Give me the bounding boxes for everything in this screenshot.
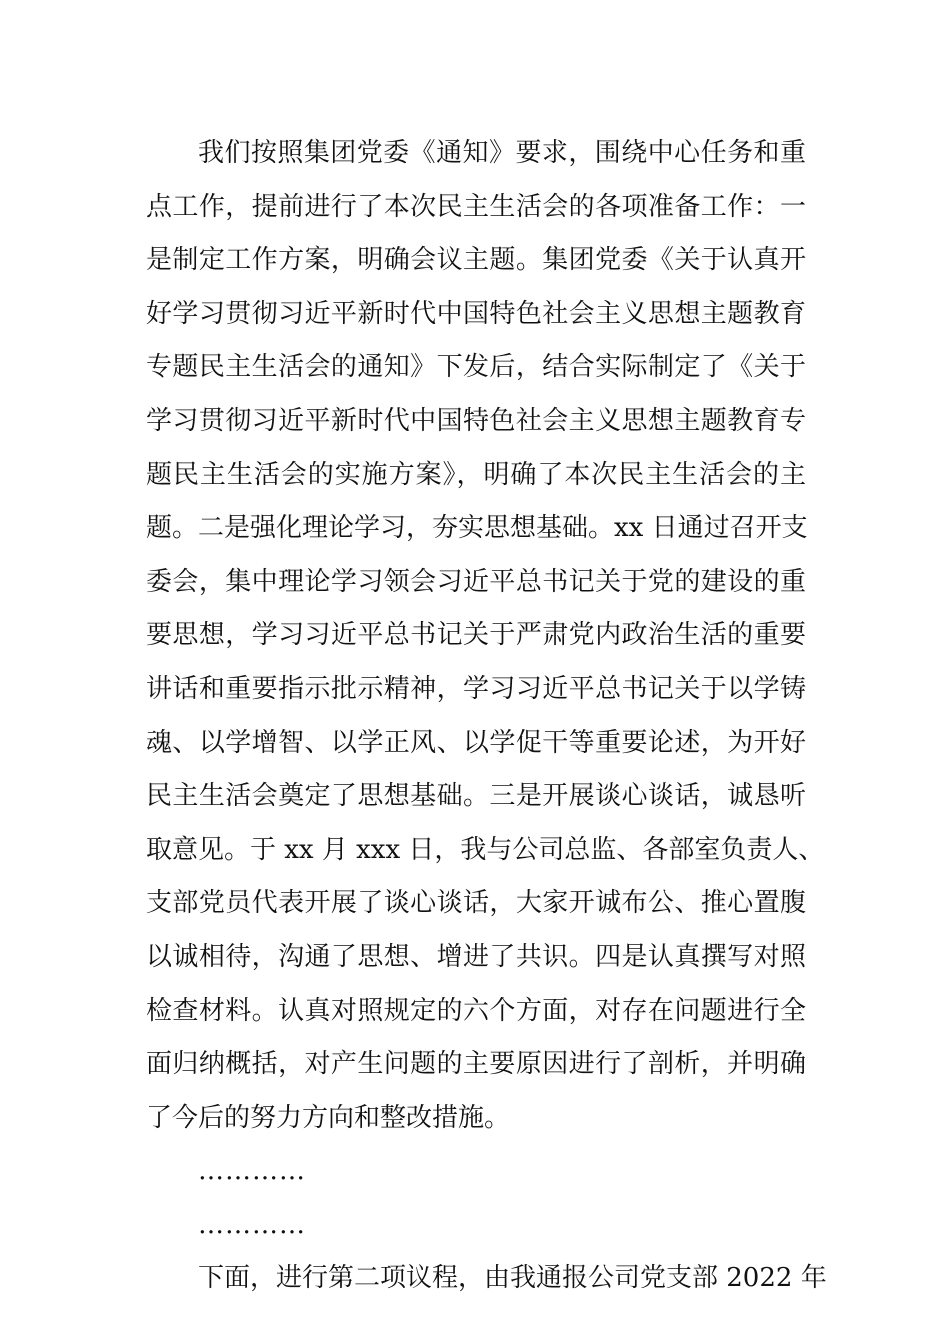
closing-line: 下面，进行第二项议程，由我通报公司党支部 2022 年 [198,1263,827,1294]
paragraph-line: 题民主生活会的实施方案》，明确了本次民主生活会的主 [146,459,806,490]
paragraph-line: 专题民主生活会的通知》下发后，结合实际制定了《关于 [146,352,806,383]
paragraph-line: 我们按照集团党委《通知》要求，围绕中心任务和重 [198,138,806,168]
paragraph-line: 好学习贯彻习近平新时代中国特色社会主义思想主题教育 [146,298,806,329]
paragraph-line: 以诚相待，沟通了思想、增进了共识。四是认真撰写对照 [146,941,806,972]
paragraph-line: 了今后的努力方向和整改措施。 [146,1102,511,1133]
ellipsis-line: ………… [198,1209,306,1240]
paragraph-line: 点工作，提前进行了本次民主生活会的各项准备工作：一 [146,191,806,222]
paragraph-line: 魂、以学增智、以学正风、以学促干等重要论述，为开好 [146,727,806,758]
paragraph-line: 讲话和重要指示批示精神，学习习近平总书记关于以学铸 [146,673,806,704]
paragraph-line: 民主生活会奠定了思想基础。三是开展谈心谈话，诚恳听 [146,781,806,812]
paragraph-line: 委会，集中理论学习领会习近平总书记关于党的建设的重 [146,566,806,597]
paragraph-line: 题。二是强化理论学习，夯实思想基础。xx 日通过召开支 [146,513,808,544]
paragraph-line: 面归纳概括，对产生问题的主要原因进行了剖析，并明确 [146,1049,806,1080]
paragraph-line: 支部党员代表开展了谈心谈话，大家开诚布公、推心置腹 [146,888,806,919]
paragraph-line: 是制定工作方案，明确会议主题。集团党委《关于认真开 [146,245,806,276]
document-body [146,130,827,1309]
paragraph-line: 检查材料。认真对照规定的六个方面，对存在问题进行全 [146,995,806,1026]
ellipsis-line: ………… [198,1156,306,1187]
paragraph-line: 取意见。于 xx 月 xxx 日，我与公司总监、各部室负责人、 [146,834,825,865]
paragraph-line: 学习贯彻习近平新时代中国特色社会主义思想主题教育专 [146,405,806,436]
paragraph-line: 要思想，学习习近平总书记关于严肃党内政治生活的重要 [146,620,806,651]
